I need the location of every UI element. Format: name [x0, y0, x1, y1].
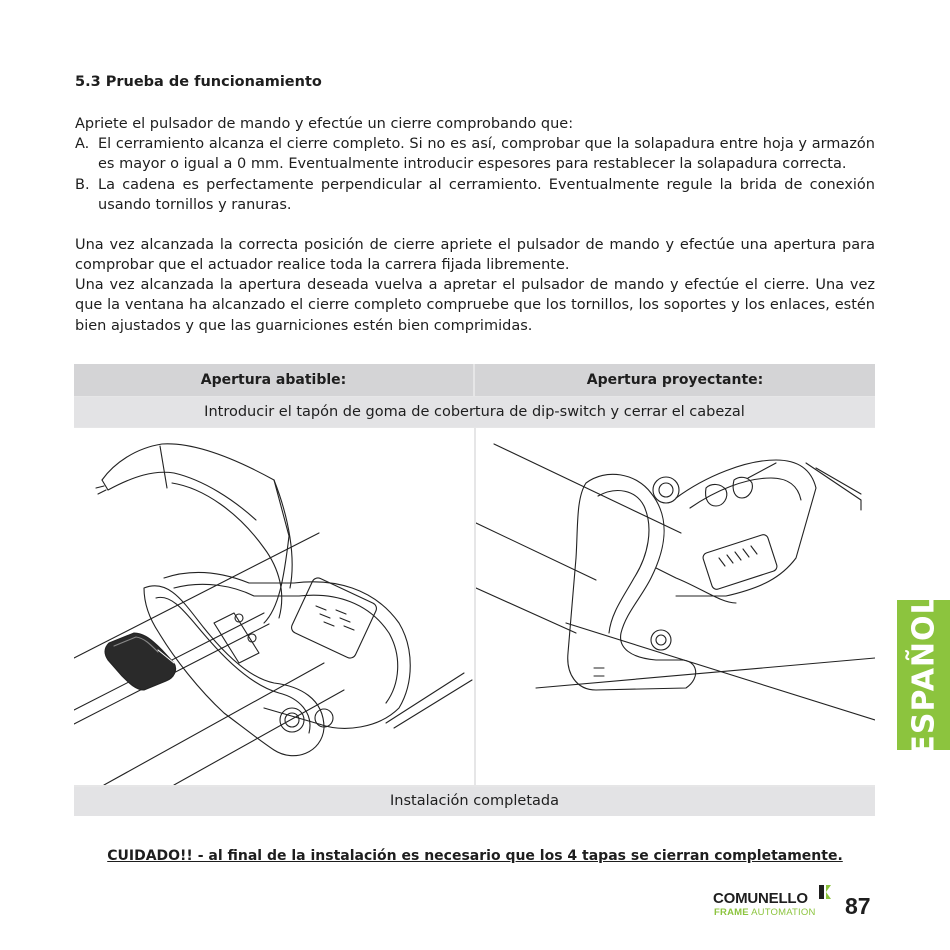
- logo-tagline-rest: AUTOMATION: [748, 907, 816, 918]
- completion-row: Instalación completada: [74, 787, 875, 816]
- actuator-top-hung-drawing: [476, 428, 875, 785]
- paragraph-opening-test: Una vez alcanzada la correcta posición de cierre apriete el pulsador de mando y efectúe una apertura para comprobar que el actuador realice toda la carrera fijada libremente.: [75, 237, 875, 274]
- instruction-row: Introducir el tapón de goma de cobertura de dip-switch y cerrar el cabezal: [74, 397, 875, 427]
- installation-table: [74, 364, 875, 816]
- section-title: 5.3 Prueba de funcionamiento: [75, 74, 322, 90]
- list-item-b: [75, 175, 875, 216]
- warning-note: CUIDADO!! - al final de la instalación es necesario que los 4 tapas se cierran completamente.: [107, 848, 843, 864]
- list-text: El cerramiento alcanza el cierre completo. Si no es así, comprobar que la solapadura entre hoja y armazón es mayor o igual a 0 mm. Eventualmente introducir espesores para restablecer la solapadura correcta.: [98, 136, 875, 173]
- list-marker: A.: [75, 136, 90, 152]
- actuator-side-hung-drawing: [74, 428, 474, 785]
- list-marker: B.: [75, 177, 90, 193]
- illustration-top-hung: [476, 428, 875, 785]
- comunello-logo: [713, 884, 831, 920]
- logo-wordmark: COMUNELLO: [713, 890, 808, 907]
- list-item-a: [75, 134, 875, 175]
- page-number: 87: [845, 893, 871, 919]
- logo-mark-icon: [818, 884, 832, 900]
- language-tab: [897, 594, 950, 756]
- header-side-hung: Apertura abatible:: [74, 364, 473, 396]
- language-tab-label: ESPAÑOL: [906, 594, 941, 756]
- intro-text: Apriete el pulsador de mando y efectúe un cierre comprobando que:: [75, 116, 574, 132]
- paragraph-closing-check: Una vez alcanzada la apertura deseada vuelva a apretar el pulsador de mando y efectúe el cierre. Una vez que la ventana ha alcanzado el cierre completo compruebe que los tornillos, los soportes y los enlaces, estén bien ajustados y que las guarniciones estén bien comprimidas.: [75, 277, 875, 334]
- list-text: La cadena es perfectamente perpendicular al cerramiento. Eventualmente regule la brida de conexión usando tornillos y ranuras.: [98, 177, 875, 214]
- logo-tagline-bold: FRAME: [714, 907, 749, 918]
- illustration-side-hung: [74, 428, 474, 785]
- logo-tagline: [714, 907, 816, 918]
- header-top-hung: Apertura proyectante:: [475, 364, 875, 396]
